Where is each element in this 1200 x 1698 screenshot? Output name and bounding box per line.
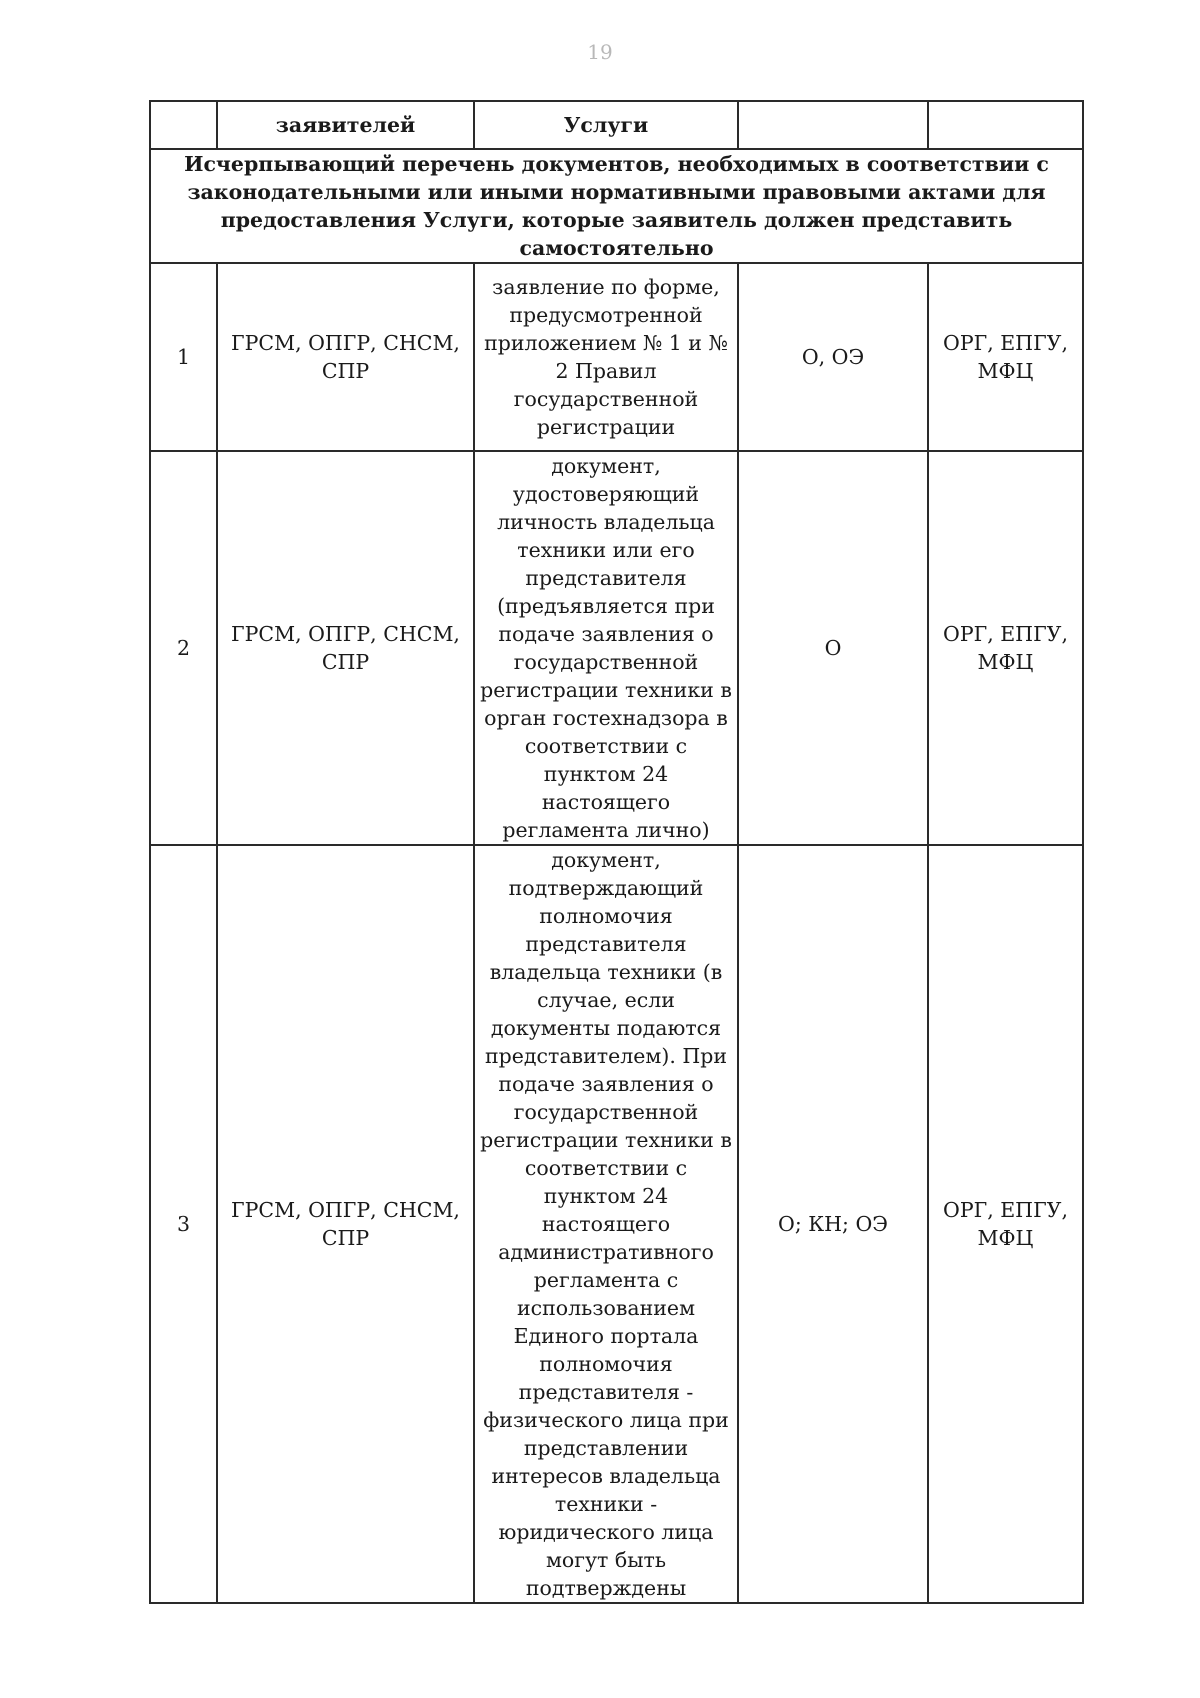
header-cell-applicants: заявителей (217, 101, 474, 149)
row-number: 2 (150, 451, 217, 845)
documents-table (149, 100, 1084, 1604)
row-applicants: ГРСМ, ОПГР, СНСМ, СПР (217, 845, 474, 1603)
header-cell-channels (928, 101, 1083, 149)
row-form: О; КН; ОЭ (738, 845, 928, 1603)
row-channels: ОРГ, ЕПГУ, МФЦ (928, 845, 1083, 1603)
row-form: О (738, 451, 928, 845)
section-title-row (150, 149, 1083, 263)
row-number: 1 (150, 263, 217, 451)
row-applicants: ГРСМ, ОПГР, СНСМ, СПР (217, 451, 474, 845)
header-cell-form (738, 101, 928, 149)
table-row (150, 845, 1083, 1603)
row-form: О, ОЭ (738, 263, 928, 451)
row-applicants: ГРСМ, ОПГР, СНСМ, СПР (217, 263, 474, 451)
header-cell-num (150, 101, 217, 149)
table-header-row (150, 101, 1083, 149)
header-cell-service: Услуги (474, 101, 738, 149)
table-row (150, 263, 1083, 451)
section-title: Исчерпывающий перечень документов, необходимых в соответствии с законодательными или иными нормативными правовыми актами для предоставления Услуги, которые заявитель должен представить самостоятельно (150, 149, 1083, 263)
row-document: документ, удостоверяющий личность владельца техники или его представителя (предъявляется при подаче заявления о государственной регистрации техники в орган гостехнадзора в соответствии с пунктом 24 настоящего регламента лично) (474, 451, 738, 845)
page-number: 19 (587, 40, 613, 64)
row-document: документ, подтверждающий полномочия представителя владельца техники (в случае, если документы подаются представителем). При подаче заявления о государственной регистрации техники в соответствии с пунктом 24 настоящего административного регламента с использованием Единого портала полномочия представителя - физического лица при представлении интересов владельца техники - юридического лица могут быть подтверждены (474, 845, 738, 1603)
row-document: заявление по форме, предусмотренной приложением № 1 и № 2 Правил государственной регистрации (474, 263, 738, 451)
table-row (150, 451, 1083, 845)
row-channels: ОРГ, ЕПГУ, МФЦ (928, 263, 1083, 451)
row-channels: ОРГ, ЕПГУ, МФЦ (928, 451, 1083, 845)
row-number: 3 (150, 845, 217, 1603)
